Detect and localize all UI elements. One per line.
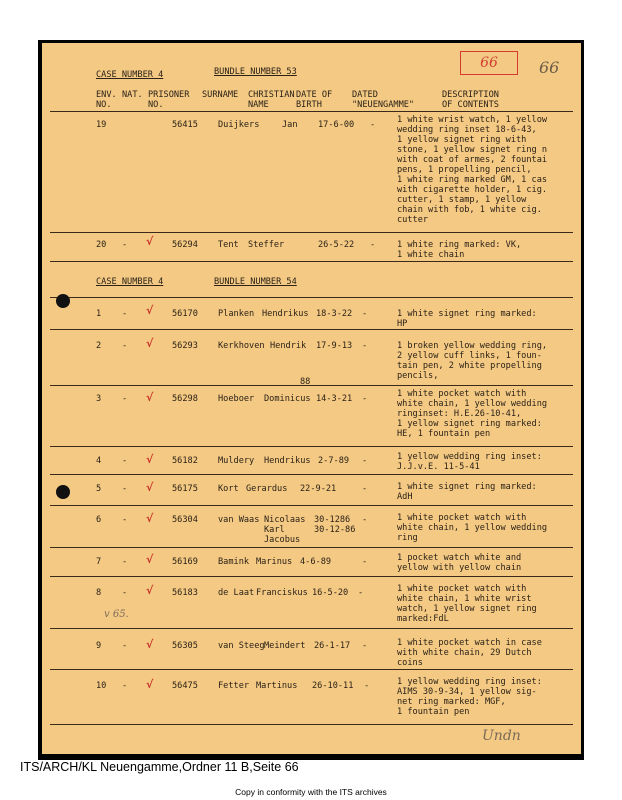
prisoner-no: 56170 (172, 309, 198, 319)
col-prisoner-no: PRISONER NO. (148, 90, 190, 110)
bundle-number-b: BUNDLE NUMBER 54 (214, 277, 297, 287)
dated-mark: - (370, 120, 376, 130)
col-env-no: ENV. NO. (96, 90, 117, 110)
env-no: 10 (96, 681, 107, 691)
surname: Fetter (218, 681, 250, 691)
check-mark: √ (146, 304, 154, 317)
date-of-birth: 17-9-13 (316, 341, 353, 351)
env-no: 3 (96, 394, 102, 404)
rule (50, 261, 573, 262)
col-dob: DATE OF BIRTH (296, 90, 333, 110)
description: 1 white signet ring marked: HP (397, 309, 537, 329)
surname: van Steeg (218, 641, 265, 651)
date-of-birth: 14-3-21 (316, 394, 353, 404)
description: 1 broken yellow wedding ring, 2 yellow cuff links, 1 foun- tain pen, 2 white propelling pencils, (397, 341, 548, 381)
prisoner-no: 56415 (172, 120, 198, 130)
description: 1 white pocket watch with white chain, 1 yellow wedding ring (397, 513, 548, 543)
prisoner-no: 56182 (172, 456, 198, 466)
col-surname: SURNAME (202, 90, 239, 100)
rule (50, 111, 573, 112)
pencil-page-number: 66 (539, 58, 560, 77)
rule (50, 505, 573, 506)
dated-mark: - (362, 641, 368, 651)
description: 1 white pocket watch with white chain, 1 white wrist watch, 1 yellow signet ring marked:FdL (397, 584, 537, 624)
surname: Kerkhoven (218, 341, 265, 351)
mark-88: 88 (300, 377, 311, 387)
bundle-number-a: BUNDLE NUMBER 53 (214, 67, 297, 77)
date-of-birth: 26-5-22 (318, 240, 355, 250)
check-mark: √ (146, 453, 154, 466)
dated-mark: - (362, 394, 368, 404)
case-number-a: CASE NUMBER 4 (96, 70, 164, 80)
surname: Hoeboer (218, 394, 255, 404)
rule (50, 628, 573, 629)
document-sheet (42, 43, 581, 754)
dated-mark: - (362, 515, 368, 525)
rule (50, 385, 573, 386)
env-no: 20 (96, 240, 107, 250)
christian-name: Marinus (256, 557, 293, 567)
christian-name: Franciskus (256, 588, 308, 598)
check-mark: √ (146, 584, 154, 597)
env-no: 4 (96, 456, 102, 466)
rule (50, 669, 573, 670)
surname: Duijkers (218, 120, 260, 130)
dated-mark: - (362, 484, 368, 494)
check-mark: √ (146, 391, 154, 404)
nat-mark: - (122, 309, 128, 319)
description: 1 pocket watch white and yellow with yellow chain (397, 553, 522, 573)
stamp-box: 66 (460, 51, 518, 75)
rule (50, 547, 573, 548)
prisoner-no: 56305 (172, 641, 198, 651)
pencil-note: v 65. (104, 609, 129, 620)
check-mark: √ (146, 678, 154, 691)
env-no: 19 (96, 120, 107, 130)
env-no: 6 (96, 515, 102, 525)
nat-mark: - (122, 557, 128, 567)
col-dated: DATED "NEUENGAMME" (352, 90, 415, 110)
check-mark: √ (146, 512, 154, 525)
surname: Muldery (218, 456, 255, 466)
check-mark: √ (146, 553, 154, 566)
prisoner-no: 56304 (172, 515, 198, 525)
punch-hole (56, 485, 70, 499)
check-mark: √ (146, 638, 154, 651)
col-christian-name: CHRISTIAN NAME (248, 90, 295, 110)
nat-mark: - (122, 588, 128, 598)
rule (50, 297, 573, 298)
signature: Undn (482, 728, 521, 744)
env-no: 5 (96, 484, 102, 494)
prisoner-no: 56293 (172, 341, 198, 351)
surname: Bamink (218, 557, 250, 567)
description: 1 white pocket watch in case with white chain, 29 Dutch coins (397, 638, 542, 668)
christian-name: Dominicus (264, 394, 311, 404)
description: 1 yellow wedding ring inset: J.J.v.E. 11-5-41 (397, 452, 542, 472)
date-of-birth: 22-9-21 (300, 484, 337, 494)
check-mark: √ (146, 481, 154, 494)
surname: Tent (218, 240, 239, 250)
env-no: 2 (96, 341, 102, 351)
conformity-note: Copy in conformity with the ITS archives (235, 787, 387, 797)
date-of-birth: 16-5-20 (312, 588, 349, 598)
env-no: 1 (96, 309, 102, 319)
check-mark: √ (146, 337, 154, 350)
nat-mark: - (122, 641, 128, 651)
dated-mark: - (370, 240, 376, 250)
env-no: 9 (96, 641, 102, 651)
nat-mark: - (122, 341, 128, 351)
dated-mark: - (362, 341, 368, 351)
christian-name: Martinus (256, 681, 298, 691)
surname: de Laat (218, 588, 255, 598)
rule (50, 474, 573, 475)
date-of-birth: 2-7-89 (318, 456, 350, 466)
rule (50, 724, 573, 725)
env-no: 8 (96, 588, 102, 598)
prisoner-no: 56475 (172, 681, 198, 691)
description: 1 white ring marked: VK, 1 white chain (397, 240, 522, 260)
dated-mark: - (362, 456, 368, 466)
date-of-birth: 26-1-17 (314, 641, 351, 651)
prisoner-no: 56294 (172, 240, 198, 250)
nat-mark: - (122, 456, 128, 466)
christian-name: Hendrikus (262, 309, 309, 319)
check-mark: √ (146, 235, 154, 248)
date-of-birth: 4-6-89 (300, 557, 332, 567)
prisoner-no: 56298 (172, 394, 198, 404)
description: 1 yellow wedding ring inset: AIMS 30-9-34, 1 yellow sig- net ring marked: MGF, 1 fountain pen (397, 677, 542, 717)
christian-name: Meindert (264, 641, 306, 651)
christian-name: Jan (282, 120, 298, 130)
christian-name: Steffer (248, 240, 285, 250)
col-nat: NAT. (122, 90, 143, 100)
date-of-birth: 17-6-00 (318, 120, 355, 130)
dated-mark: - (362, 309, 368, 319)
surname: Kort (218, 484, 239, 494)
dated-mark: - (364, 681, 370, 691)
surname: Planken (218, 309, 255, 319)
nat-mark: - (122, 394, 128, 404)
nat-mark: - (122, 484, 128, 494)
col-description: DESCRIPTION OF CONTENTS (442, 90, 499, 110)
date-of-birth: 26-10-11 (312, 681, 354, 691)
nat-mark: - (122, 515, 128, 525)
description: 1 white wrist watch, 1 yellow wedding ring inset 18-6-43, 1 yellow signet ring with stone, 1 yellow signet ring n with coat of armes, 2 fountai pens, 1 propelling pencil, 1 white ring marked GM, 1 cas with cigarette holder, 1 cig. cutter, 1 stamp, 1 yellow chain with fob, 1 white cig. cutter (397, 115, 548, 225)
christian-name: Hendrik (270, 341, 307, 351)
christian-name: Gerardus (246, 484, 288, 494)
nat-mark: - (122, 681, 128, 691)
date-of-birth: 18-3-22 (316, 309, 353, 319)
prisoner-no: 56175 (172, 484, 198, 494)
christian-name: Nicolaas Karl Jacobus (264, 515, 306, 545)
punch-hole (56, 294, 70, 308)
rule (50, 446, 573, 447)
dated-mark: - (358, 588, 364, 598)
rule (50, 576, 573, 577)
christian-name: Hendrikus (264, 456, 311, 466)
archive-reference: ITS/ARCH/KL Neuengamme,Ordner 11 B,Seite 66 (20, 760, 299, 774)
prisoner-no: 56183 (172, 588, 198, 598)
dated-mark: - (362, 557, 368, 567)
description: 1 white signet ring marked: AdH (397, 482, 537, 502)
nat-mark: - (122, 240, 128, 250)
rule (50, 329, 573, 330)
description: 1 white pocket watch with white chain, 1 yellow wedding ringinset: H.E.26-10-41, 1 yellow signet ring marked: HE, 1 fountain pen (397, 389, 548, 439)
case-number-b: CASE NUMBER 4 (96, 277, 164, 287)
prisoner-no: 56169 (172, 557, 198, 567)
rule (50, 232, 573, 233)
env-no: 7 (96, 557, 102, 567)
surname: van Waas (218, 515, 260, 525)
date-of-birth: 30-1286 30-12-86 (314, 515, 356, 535)
